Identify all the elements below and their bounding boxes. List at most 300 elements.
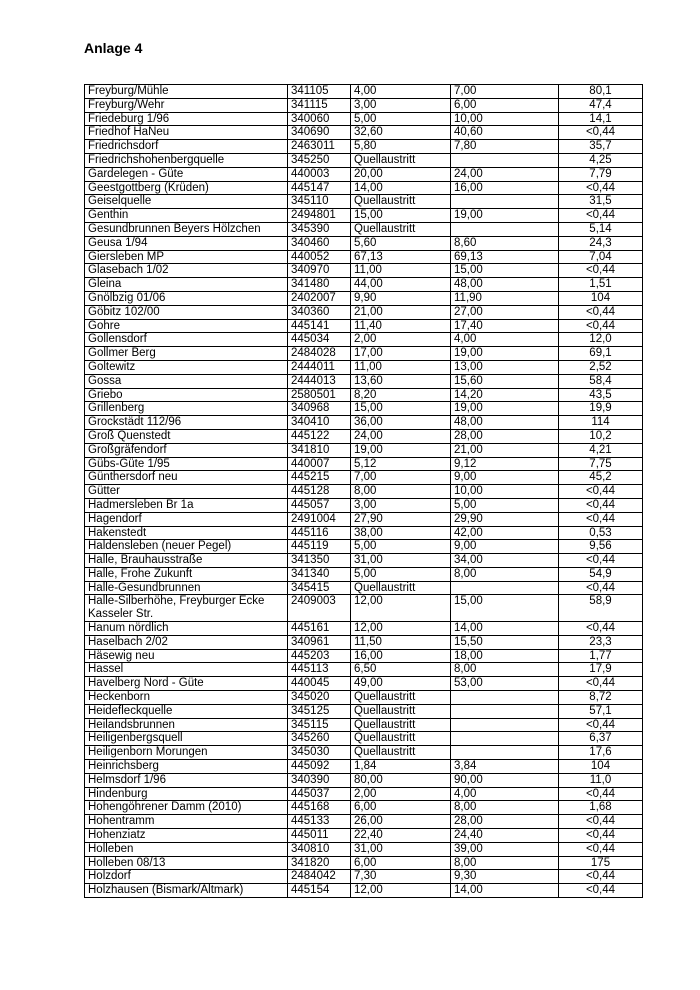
station-id-cell: 345030 (288, 746, 351, 760)
station-id-cell: 345260 (288, 732, 351, 746)
table-row (85, 305, 643, 319)
value-cell: 7,04 (559, 250, 643, 264)
station-name-cell: Gütter (85, 485, 288, 499)
depth-from-cell: Quellaustritt (351, 732, 451, 746)
table-row (85, 746, 643, 760)
depth-from-cell: 15,00 (351, 402, 451, 416)
depth-from-cell: 44,00 (351, 278, 451, 292)
station-id-cell: 2409003 (288, 595, 351, 622)
station-id-cell: 340810 (288, 842, 351, 856)
table-row (85, 374, 643, 388)
station-id-cell: 345390 (288, 222, 351, 236)
station-id-cell: 341105 (288, 85, 351, 99)
station-id-cell: 345125 (288, 704, 351, 718)
table-row (85, 554, 643, 568)
depth-from-cell: 2,00 (351, 333, 451, 347)
depth-from-cell: 11,40 (351, 319, 451, 333)
value-cell: <0,44 (559, 485, 643, 499)
value-cell: 19,9 (559, 402, 643, 416)
depth-to-cell: 11,90 (451, 291, 559, 305)
depth-to-cell (451, 718, 559, 732)
value-cell: <0,44 (559, 305, 643, 319)
station-name-cell: Genthin (85, 209, 288, 223)
depth-to-cell (451, 732, 559, 746)
station-name-cell: Friedeburg 1/96 (85, 112, 288, 126)
table-row (85, 388, 643, 402)
depth-to-cell: 34,00 (451, 554, 559, 568)
value-cell: 5,14 (559, 222, 643, 236)
depth-from-cell: 19,00 (351, 443, 451, 457)
station-id-cell: 340390 (288, 773, 351, 787)
station-id-cell: 2444013 (288, 374, 351, 388)
value-cell: 8,72 (559, 691, 643, 705)
table-row (85, 471, 643, 485)
station-id-cell: 2484028 (288, 347, 351, 361)
station-id-cell: 345115 (288, 718, 351, 732)
station-id-cell: 341480 (288, 278, 351, 292)
table-row (85, 842, 643, 856)
station-id-cell: 345020 (288, 691, 351, 705)
station-name-cell: Friedhof HaNeu (85, 126, 288, 140)
depth-from-cell: 36,00 (351, 416, 451, 430)
table-row (85, 567, 643, 581)
station-name-cell: Haldensleben (neuer Pegel) (85, 540, 288, 554)
value-cell: 14,1 (559, 112, 643, 126)
depth-to-cell: 3,84 (451, 760, 559, 774)
depth-to-cell (451, 691, 559, 705)
depth-from-cell: 38,00 (351, 526, 451, 540)
value-cell: <0,44 (559, 181, 643, 195)
value-cell: 104 (559, 291, 643, 305)
depth-to-cell: 19,00 (451, 347, 559, 361)
value-cell: 104 (559, 760, 643, 774)
value-cell: <0,44 (559, 787, 643, 801)
station-name-cell: Helmsdorf 1/96 (85, 773, 288, 787)
station-id-cell: 445113 (288, 663, 351, 677)
depth-to-cell: 15,60 (451, 374, 559, 388)
depth-from-cell: 3,00 (351, 98, 451, 112)
value-cell: 24,3 (559, 236, 643, 250)
depth-from-cell: 8,20 (351, 388, 451, 402)
table-row (85, 829, 643, 843)
table-row (85, 98, 643, 112)
depth-to-cell: 17,40 (451, 319, 559, 333)
table-row (85, 140, 643, 154)
table-row (85, 691, 643, 705)
table-row (85, 278, 643, 292)
table-row (85, 595, 643, 622)
depth-from-cell: 2,00 (351, 787, 451, 801)
station-name-cell: Halle-Gesundbrunnen (85, 581, 288, 595)
depth-to-cell: 42,00 (451, 526, 559, 540)
station-id-cell: 445203 (288, 649, 351, 663)
depth-from-cell: 12,00 (351, 622, 451, 636)
station-name-cell: Hohentramm (85, 815, 288, 829)
depth-to-cell: 9,12 (451, 457, 559, 471)
value-cell: <0,44 (559, 677, 643, 691)
depth-to-cell: 90,00 (451, 773, 559, 787)
depth-to-cell: 28,00 (451, 815, 559, 829)
station-id-cell: 445141 (288, 319, 351, 333)
station-id-cell: 345250 (288, 153, 351, 167)
depth-from-cell: 26,00 (351, 815, 451, 829)
value-cell: <0,44 (559, 126, 643, 140)
value-cell: 1,68 (559, 801, 643, 815)
station-name-cell: Häsewig neu (85, 649, 288, 663)
value-cell: <0,44 (559, 209, 643, 223)
depth-from-cell: 3,00 (351, 498, 451, 512)
station-name-cell: Gollensdorf (85, 333, 288, 347)
table-row (85, 498, 643, 512)
depth-from-cell: 9,90 (351, 291, 451, 305)
station-name-cell: Gübs-Güte 1/95 (85, 457, 288, 471)
table-row (85, 815, 643, 829)
table-row (85, 622, 643, 636)
station-name-cell: Geiselquelle (85, 195, 288, 209)
depth-from-cell: 20,00 (351, 167, 451, 181)
page-title: Anlage 4 (84, 40, 143, 56)
depth-to-cell (451, 746, 559, 760)
depth-from-cell: 8,00 (351, 485, 451, 499)
table-row (85, 760, 643, 774)
station-id-cell: 340961 (288, 635, 351, 649)
value-cell: <0,44 (559, 319, 643, 333)
depth-to-cell: 24,00 (451, 167, 559, 181)
table-row (85, 870, 643, 884)
depth-to-cell: 14,20 (451, 388, 559, 402)
station-id-cell: 2402007 (288, 291, 351, 305)
depth-from-cell: Quellaustritt (351, 195, 451, 209)
depth-from-cell: 11,50 (351, 635, 451, 649)
value-cell: <0,44 (559, 870, 643, 884)
depth-to-cell: 16,00 (451, 181, 559, 195)
station-name-cell: Haselbach 2/02 (85, 635, 288, 649)
table-row (85, 402, 643, 416)
value-cell: 17,9 (559, 663, 643, 677)
table-row (85, 884, 643, 898)
station-name-cell: Günthersdorf neu (85, 471, 288, 485)
station-id-cell: 341115 (288, 98, 351, 112)
station-id-cell: 340060 (288, 112, 351, 126)
value-cell: <0,44 (559, 829, 643, 843)
value-cell: <0,44 (559, 622, 643, 636)
table-row (85, 704, 643, 718)
depth-from-cell: 15,00 (351, 209, 451, 223)
depth-to-cell: 53,00 (451, 677, 559, 691)
station-id-cell: 2463011 (288, 140, 351, 154)
station-id-cell: 440003 (288, 167, 351, 181)
station-name-cell: Glasebach 1/02 (85, 264, 288, 278)
station-name-cell: Griebo (85, 388, 288, 402)
table-row (85, 360, 643, 374)
station-id-cell: 341820 (288, 856, 351, 870)
station-name-cell: Hakenstedt (85, 526, 288, 540)
value-cell: 58,4 (559, 374, 643, 388)
depth-to-cell: 8,00 (451, 567, 559, 581)
value-cell: 4,21 (559, 443, 643, 457)
value-cell: 23,3 (559, 635, 643, 649)
station-name-cell: Gesundbrunnen Beyers Hölzchen (85, 222, 288, 236)
table-row (85, 526, 643, 540)
table-row (85, 167, 643, 181)
depth-to-cell: 40,60 (451, 126, 559, 140)
station-name-cell: Gollmer Berg (85, 347, 288, 361)
depth-from-cell: 5,12 (351, 457, 451, 471)
station-name-cell: Großgräfendorf (85, 443, 288, 457)
station-name-cell: Holzhausen (Bismark/Altmark) (85, 884, 288, 898)
value-cell: <0,44 (559, 842, 643, 856)
station-name-cell: Grockstädt 112/96 (85, 416, 288, 430)
station-id-cell: 2444011 (288, 360, 351, 374)
depth-to-cell: 39,00 (451, 842, 559, 856)
table-body (85, 85, 643, 898)
station-name-cell: Geestgottberg (Krüden) (85, 181, 288, 195)
station-name-cell: Holzdorf (85, 870, 288, 884)
depth-from-cell: 4,00 (351, 85, 451, 99)
table-row (85, 416, 643, 430)
depth-from-cell: 22,40 (351, 829, 451, 843)
table-row (85, 540, 643, 554)
depth-to-cell: 19,00 (451, 209, 559, 223)
table-row (85, 635, 643, 649)
depth-from-cell: Quellaustritt (351, 718, 451, 732)
depth-to-cell: 14,00 (451, 622, 559, 636)
depth-from-cell: 80,00 (351, 773, 451, 787)
station-id-cell: 445092 (288, 760, 351, 774)
value-cell: 45,2 (559, 471, 643, 485)
depth-from-cell: 5,00 (351, 540, 451, 554)
depth-to-cell: 9,00 (451, 540, 559, 554)
value-cell: <0,44 (559, 718, 643, 732)
depth-from-cell: 12,00 (351, 595, 451, 622)
station-name-cell: Geusa 1/94 (85, 236, 288, 250)
station-id-cell: 340410 (288, 416, 351, 430)
table-row (85, 291, 643, 305)
station-name-cell: Hindenburg (85, 787, 288, 801)
table-row (85, 112, 643, 126)
depth-to-cell: 27,00 (451, 305, 559, 319)
value-cell: <0,44 (559, 264, 643, 278)
value-cell: <0,44 (559, 554, 643, 568)
value-cell: 1,77 (559, 649, 643, 663)
value-cell: 43,5 (559, 388, 643, 402)
station-name-cell: Heiligenbergsquell (85, 732, 288, 746)
depth-from-cell: Quellaustritt (351, 153, 451, 167)
depth-to-cell: 19,00 (451, 402, 559, 416)
station-id-cell: 445119 (288, 540, 351, 554)
table-row (85, 222, 643, 236)
station-name-cell: Hohengöhrener Damm (2010) (85, 801, 288, 815)
depth-from-cell: 5,00 (351, 567, 451, 581)
table-row (85, 856, 643, 870)
value-cell: <0,44 (559, 498, 643, 512)
depth-to-cell (451, 153, 559, 167)
depth-from-cell: 14,00 (351, 181, 451, 195)
station-name-cell: Hagendorf (85, 512, 288, 526)
table-row (85, 209, 643, 223)
value-cell: 7,75 (559, 457, 643, 471)
depth-to-cell (451, 581, 559, 595)
depth-from-cell: 49,00 (351, 677, 451, 691)
station-name-cell: Heinrichsberg (85, 760, 288, 774)
station-id-cell: 340690 (288, 126, 351, 140)
station-name-cell: Halle, Frohe Zukunft (85, 567, 288, 581)
station-id-cell: 445122 (288, 429, 351, 443)
station-id-cell: 440052 (288, 250, 351, 264)
value-cell: 69,1 (559, 347, 643, 361)
depth-from-cell: 7,30 (351, 870, 451, 884)
station-id-cell: 445011 (288, 829, 351, 843)
station-name-cell: Freyburg/Wehr (85, 98, 288, 112)
value-cell: 12,0 (559, 333, 643, 347)
depth-to-cell: 69,13 (451, 250, 559, 264)
table-row (85, 663, 643, 677)
value-cell: 80,1 (559, 85, 643, 99)
value-cell: 6,37 (559, 732, 643, 746)
station-id-cell: 2494801 (288, 209, 351, 223)
station-name-cell: Havelberg Nord - Güte (85, 677, 288, 691)
value-cell: 2,52 (559, 360, 643, 374)
value-cell: 114 (559, 416, 643, 430)
table-row (85, 677, 643, 691)
table-row (85, 649, 643, 663)
depth-from-cell: 6,50 (351, 663, 451, 677)
data-table (84, 84, 643, 898)
depth-from-cell: 6,00 (351, 856, 451, 870)
station-name-cell: Goltewitz (85, 360, 288, 374)
station-name-cell: Freyburg/Mühle (85, 85, 288, 99)
depth-to-cell: 4,00 (451, 333, 559, 347)
station-name-cell: Friedrichsdorf (85, 140, 288, 154)
station-id-cell: 445133 (288, 815, 351, 829)
table-row (85, 718, 643, 732)
station-name-cell: Gnölbzig 01/06 (85, 291, 288, 305)
depth-from-cell: 32,60 (351, 126, 451, 140)
station-id-cell: 445057 (288, 498, 351, 512)
depth-to-cell: 8,00 (451, 663, 559, 677)
value-cell: 31,5 (559, 195, 643, 209)
depth-to-cell: 10,00 (451, 112, 559, 126)
depth-from-cell: 5,60 (351, 236, 451, 250)
station-name-cell: Heilandsbrunnen (85, 718, 288, 732)
station-id-cell: 440007 (288, 457, 351, 471)
station-name-cell: Halle, Brauhausstraße (85, 554, 288, 568)
value-cell: <0,44 (559, 581, 643, 595)
value-cell: 58,9 (559, 595, 643, 622)
depth-from-cell: Quellaustritt (351, 581, 451, 595)
station-name-cell: Giersleben MP (85, 250, 288, 264)
table-row (85, 264, 643, 278)
value-cell: 1,51 (559, 278, 643, 292)
station-id-cell: 341350 (288, 554, 351, 568)
table-row (85, 773, 643, 787)
station-id-cell: 345415 (288, 581, 351, 595)
value-cell: 47,4 (559, 98, 643, 112)
station-name-cell: Grillenberg (85, 402, 288, 416)
station-name-cell: Friedrichshohenbergquelle (85, 153, 288, 167)
station-id-cell: 340360 (288, 305, 351, 319)
depth-from-cell: Quellaustritt (351, 222, 451, 236)
station-name-cell: Hanum nördlich (85, 622, 288, 636)
station-id-cell: 445034 (288, 333, 351, 347)
depth-to-cell: 8,60 (451, 236, 559, 250)
table-row (85, 153, 643, 167)
table-row (85, 333, 643, 347)
value-cell: 9,56 (559, 540, 643, 554)
depth-to-cell: 6,00 (451, 98, 559, 112)
value-cell: 0,53 (559, 526, 643, 540)
table-row (85, 250, 643, 264)
table-row (85, 581, 643, 595)
station-id-cell: 445154 (288, 884, 351, 898)
station-name-cell: Heiligenborn Morungen (85, 746, 288, 760)
depth-to-cell: 28,00 (451, 429, 559, 443)
table-row (85, 126, 643, 140)
value-cell: 17,6 (559, 746, 643, 760)
depth-to-cell: 29,90 (451, 512, 559, 526)
depth-from-cell: 16,00 (351, 649, 451, 663)
station-id-cell: 445116 (288, 526, 351, 540)
depth-from-cell: 17,00 (351, 347, 451, 361)
station-id-cell: 445147 (288, 181, 351, 195)
value-cell: <0,44 (559, 884, 643, 898)
depth-to-cell: 10,00 (451, 485, 559, 499)
depth-to-cell: 21,00 (451, 443, 559, 457)
depth-from-cell: 5,80 (351, 140, 451, 154)
station-id-cell: 2580501 (288, 388, 351, 402)
station-name-cell: Heckenborn (85, 691, 288, 705)
depth-to-cell: 5,00 (451, 498, 559, 512)
depth-to-cell (451, 222, 559, 236)
depth-from-cell: 27,90 (351, 512, 451, 526)
station-name-cell: Göbitz 102/00 (85, 305, 288, 319)
depth-to-cell: 15,00 (451, 595, 559, 622)
station-name-cell: Hassel (85, 663, 288, 677)
station-id-cell: 445161 (288, 622, 351, 636)
table-row (85, 429, 643, 443)
depth-to-cell: 8,00 (451, 801, 559, 815)
station-id-cell: 2484042 (288, 870, 351, 884)
station-id-cell: 341340 (288, 567, 351, 581)
depth-from-cell: 21,00 (351, 305, 451, 319)
station-id-cell: 341810 (288, 443, 351, 457)
value-cell: <0,44 (559, 815, 643, 829)
value-cell: 11,0 (559, 773, 643, 787)
depth-to-cell (451, 195, 559, 209)
table-row (85, 85, 643, 99)
station-id-cell: 340970 (288, 264, 351, 278)
depth-to-cell: 9,30 (451, 870, 559, 884)
table-row (85, 787, 643, 801)
depth-to-cell: 4,00 (451, 787, 559, 801)
depth-from-cell: Quellaustritt (351, 746, 451, 760)
depth-to-cell (451, 704, 559, 718)
depth-to-cell: 48,00 (451, 278, 559, 292)
station-name-cell: Heidefleckquelle (85, 704, 288, 718)
depth-to-cell: 15,50 (451, 635, 559, 649)
station-name-cell: Groß Quenstedt (85, 429, 288, 443)
station-name-cell: Gossa (85, 374, 288, 388)
table-row (85, 512, 643, 526)
depth-to-cell: 9,00 (451, 471, 559, 485)
station-id-cell: 445128 (288, 485, 351, 499)
depth-from-cell: 12,00 (351, 884, 451, 898)
table-row (85, 801, 643, 815)
depth-from-cell: 31,00 (351, 554, 451, 568)
station-name-cell: Hadmersleben Br 1a (85, 498, 288, 512)
depth-from-cell: 24,00 (351, 429, 451, 443)
station-id-cell: 345110 (288, 195, 351, 209)
